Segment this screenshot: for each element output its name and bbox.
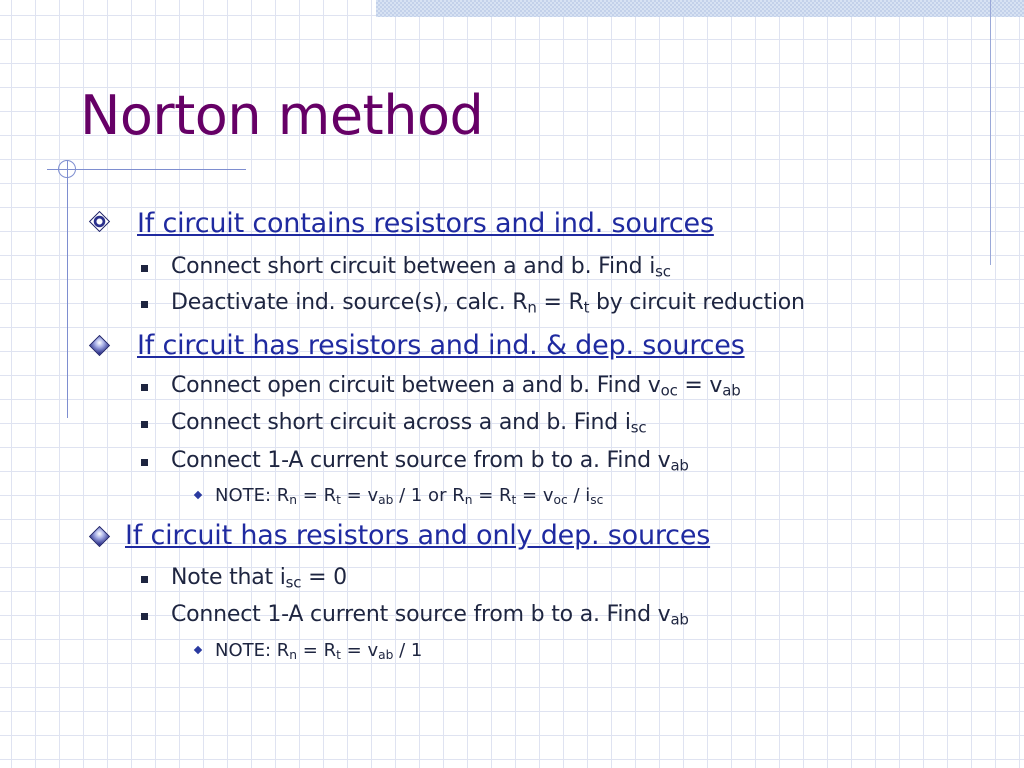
bullet-square-icon	[141, 265, 148, 272]
bullet-square-icon	[141, 384, 148, 391]
section-heading-2: If circuit has resistors and ind. & dep. sources	[137, 330, 745, 361]
subbullet-diamond-icon	[194, 491, 202, 499]
bullet-2-3: Connect 1-A current source from b to a. Find $v_{ab}$	[171, 448, 689, 475]
bullet-square-icon	[141, 459, 148, 466]
section-bullet-diamond-icon	[89, 335, 110, 356]
bullet-1-2: Deactivate ind. source(s), calc. $R_n = R_t$ by circuit reduction	[171, 290, 805, 317]
slide-title: Norton method	[80, 84, 484, 147]
decorative-top-band	[376, 0, 1024, 17]
section-bullet-diamond-icon	[89, 211, 110, 232]
bullet-square-icon	[141, 421, 148, 428]
bullet-1-1: Connect short circuit between a and b. Find $i_{sc}$	[171, 254, 671, 281]
bullet-2-2: Connect short circuit across a and b. Find $i_{sc}$	[171, 410, 647, 437]
section-heading-1: If circuit contains resistors and ind. sources	[137, 208, 714, 239]
bullet-2-1: Connect open circuit between a and b. Find $v_{oc} = v_{ab}$	[171, 373, 741, 400]
decorative-right-line	[990, 0, 991, 265]
subbullet-3-1: NOTE: $R_n = R_t = v_{ab} / 1$	[215, 640, 423, 663]
bullet-3-2: Connect 1-A current source from b to a. Find $v_{ab}$	[171, 602, 689, 629]
bullet-square-icon	[141, 301, 148, 308]
decorative-crosshair-circle	[58, 160, 76, 178]
bullet-square-icon	[141, 613, 148, 620]
decorative-left-line	[67, 160, 68, 418]
bullet-3-1: Note that $i_{sc} = 0$	[171, 565, 347, 592]
section-heading-3: If circuit has resistors and only dep. sources	[125, 520, 711, 551]
decorative-title-underline	[47, 169, 246, 170]
subbullet-2-1: NOTE: $R_n = R_t = v_{ab} / 1$ or $R_n = R_t = v_{oc} / i_{sc}$	[215, 485, 604, 508]
subbullet-diamond-icon	[194, 646, 202, 654]
section-bullet-diamond-icon	[89, 526, 110, 547]
bullet-square-icon	[141, 576, 148, 583]
